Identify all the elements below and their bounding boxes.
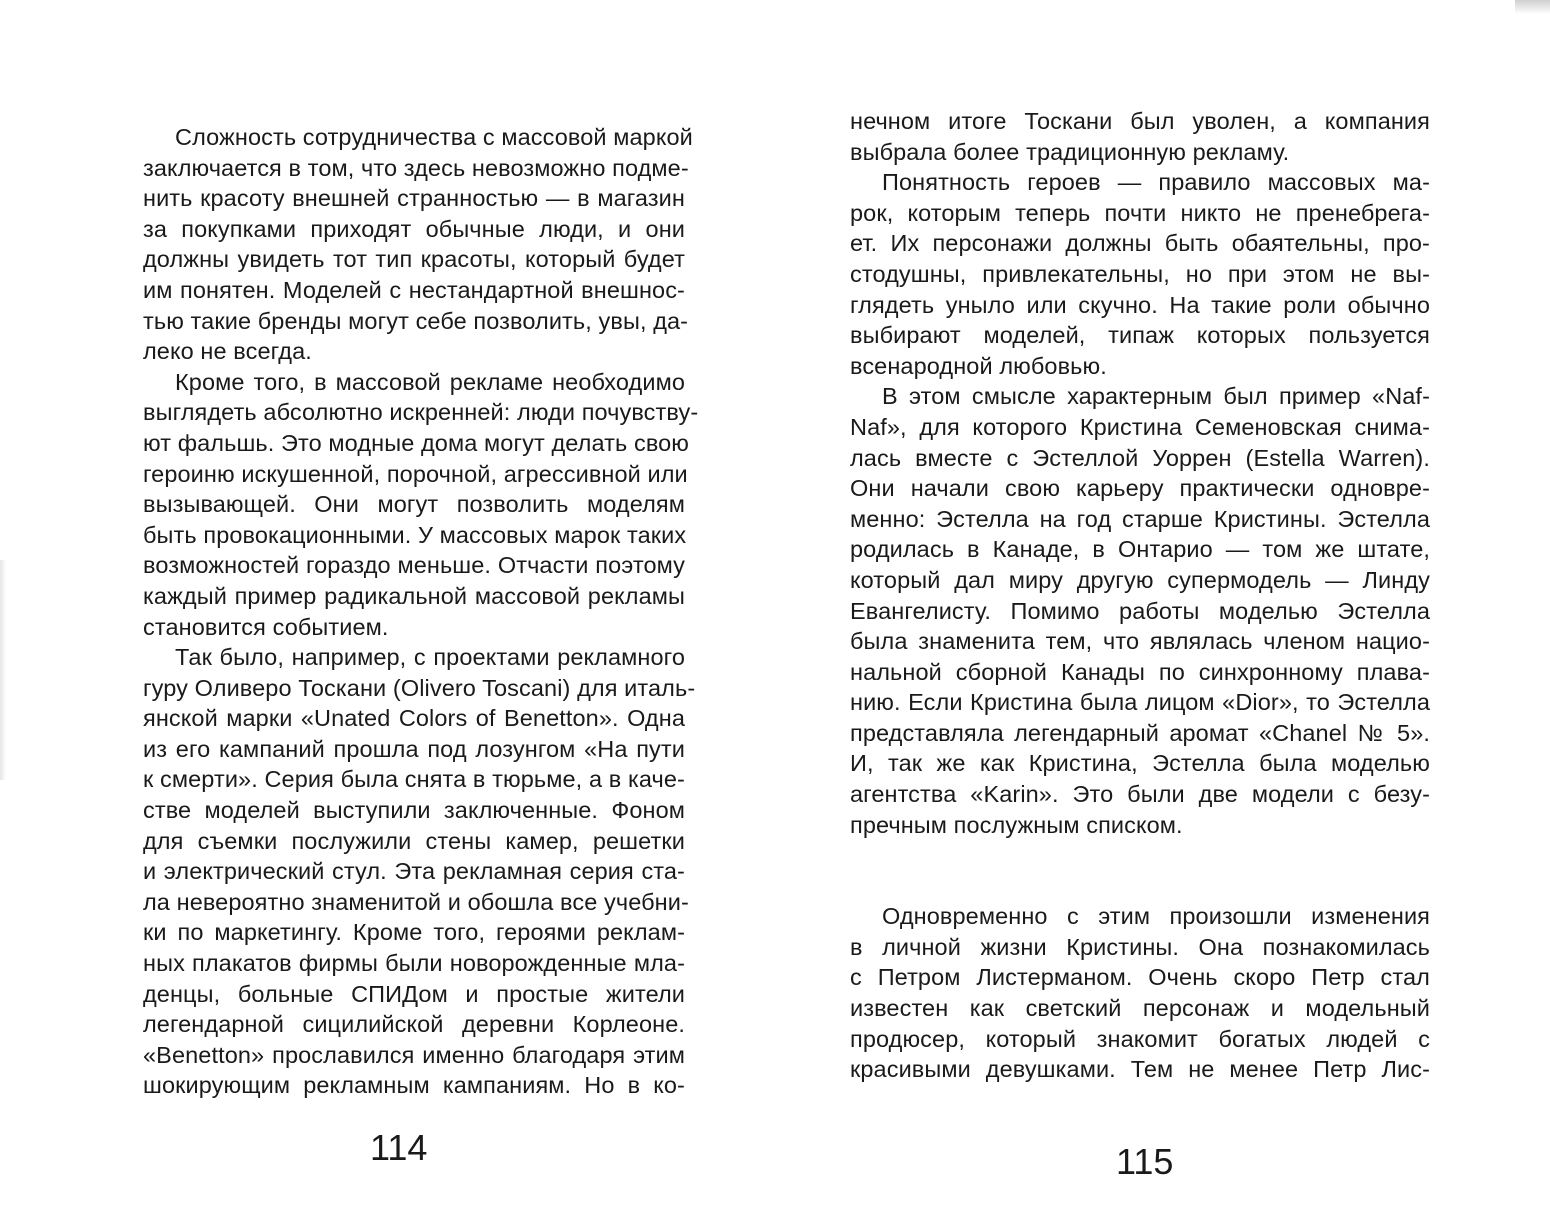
text-line: леко не всегда. [143, 338, 312, 365]
left-page-text [143, 122, 699, 1101]
text-line: им понятен. Моделей с нестандартной внешнос- [143, 276, 685, 303]
text-line: к смерти». Серия была снята в тюрьме, а в каче- [143, 766, 685, 793]
text-line: который дал миру другую супермодель — Линду [850, 566, 1430, 593]
text-line: должны увидеть тот тип красоты, который будет [143, 246, 685, 273]
text-line: нию. Если Кристина была лицом «Dior», то Эстелла [850, 689, 1430, 716]
text-line: гуру Оливеро Тоскани (Olivero Toscani) для италь- [143, 674, 696, 701]
text-line: ных плакатов фирмы были новорожденные мла- [143, 950, 685, 977]
text-line: Naf», для которого Кристина Семеновская снима- [850, 413, 1430, 440]
text-line: нальной сборной Канады по синхронному плава- [850, 658, 1430, 685]
text-line: в личной жизни Кристины. Она познакомилась [850, 933, 1430, 960]
text-line: пречным послужным списком. [850, 811, 1183, 838]
text-line: заключается в том, что здесь невозможно подме- [143, 154, 689, 181]
text-line: была знаменита тем, что являлась членом нацио- [850, 628, 1430, 655]
text-line: стодушны, привлекательны, но при этом не вы- [850, 260, 1430, 287]
text-line: выбрала более традиционную рекламу. [850, 138, 1290, 165]
text-line: рок, которым теперь почти никто не пренебрега- [850, 199, 1430, 226]
text-line: красивыми девушками. Тем не менее Петр Лис- [850, 1056, 1430, 1083]
text-line: известен как светский персонаж и модельный [850, 995, 1430, 1022]
text-line: менно: Эстелла на год старше Кристины. Эстелла [850, 505, 1430, 532]
right-page-text [850, 106, 1430, 1085]
page-edge-shadow [0, 560, 6, 780]
text-line: с Петром Листерманом. Очень скоро Петр стал [850, 964, 1430, 991]
text-line: денцы, больные СПИДом и простые жители [143, 980, 685, 1007]
text-line: родилась в Канаде, в Онтарио — том же штате, [850, 536, 1430, 563]
text-line: за покупками приходят обычные люди, и они [143, 215, 685, 242]
text-line: нечном итоге Тоскани был уволен, а компания [850, 108, 1430, 134]
text-line: из его кампаний прошла под лозунгом «На пути [143, 735, 685, 762]
text-line: выглядеть абсолютно искренней: люди почувству- [143, 399, 699, 426]
text-line: ют фальшь. Это модные дома могут делать свою [143, 429, 690, 456]
section-break [850, 840, 1430, 901]
text-line: представляла легендарный аромат «Chanel № 5». [850, 719, 1430, 746]
text-line: И, так же как Кристина, Эстелла была моделью [850, 750, 1430, 777]
text-line: продюсер, который знакомит богатых людей с [850, 1025, 1430, 1052]
text-line: и электрический стул. Эта рекламная серия ста- [143, 858, 685, 885]
text-line: янской марки «Unated Colors of Benetton». Одна [143, 705, 685, 732]
text-line: каждый пример радикальной массовой рекламы [143, 582, 685, 609]
text-line: Одновременно с этим произошли изменения [882, 903, 1430, 930]
text-line: агентства «Karin». Это были две модели с безу- [850, 781, 1430, 808]
text-line: ла невероятно знаменитой и обошла все учебни- [143, 888, 689, 915]
text-line: для съемки послужили стены камер, решетки [143, 827, 685, 854]
text-line: глядеть уныло или скучно. На такие роли обычно [850, 291, 1430, 318]
text-line: тью такие бренды могут себе позволить, увы, да- [143, 307, 689, 334]
text-line: Кроме того, в массовой рекламе необходимо [175, 368, 685, 395]
text-line: Так было, например, с проектами рекламного [175, 644, 685, 671]
text-line: возможностей гораздо меньше. Отчасти поэтому [143, 552, 685, 579]
text-line: легендарной сицилийской деревни Корлеоне. [143, 1011, 685, 1038]
text-line: стве моделей выступили заключенные. Фоном [143, 797, 685, 824]
text-line: В этом смысле характерным был пример «Naf- [882, 383, 1430, 410]
page-edge-shadow [1515, 0, 1550, 14]
text-line: становится событием. [143, 613, 389, 640]
text-line: Они начали свою карьеру практически одновре- [850, 475, 1430, 502]
text-line: быть провокационными. У массовых марок таких [143, 521, 687, 548]
text-line: «Benetton» прославился именно благодаря этим [143, 1041, 685, 1068]
text-line: ки по маркетингу. Кроме того, героями реклам- [143, 919, 685, 946]
text-line: выбирают моделей, типаж которых пользуется [850, 322, 1430, 349]
text-line: всенародной любовью. [850, 352, 1107, 379]
text-line: Понятность героев — правило массовых ма- [882, 169, 1430, 196]
text-line: шокирующим рекламным кампаниям. Но в ко- [143, 1072, 685, 1099]
page-number-left: 114 [370, 1127, 428, 1168]
text-line: нить красоту внешней странностью — в магазин [143, 185, 685, 212]
text-line: вызывающей. Они могут позволить моделям [143, 491, 685, 518]
text-line: Сложность сотрудничества с массовой маркой [175, 124, 693, 150]
text-line: Евангелисту. Помимо работы моделью Эстелла [850, 597, 1430, 624]
text-line: героиню искушенной, порочной, агрессивной или [143, 460, 688, 487]
page-number-right: 115 [1116, 1141, 1174, 1182]
text-line: лась вместе с Эстеллой Уоррен (Estella Warren). [850, 444, 1430, 471]
text-line: ет. Их персонажи должны быть обаятельны, про- [850, 230, 1430, 257]
